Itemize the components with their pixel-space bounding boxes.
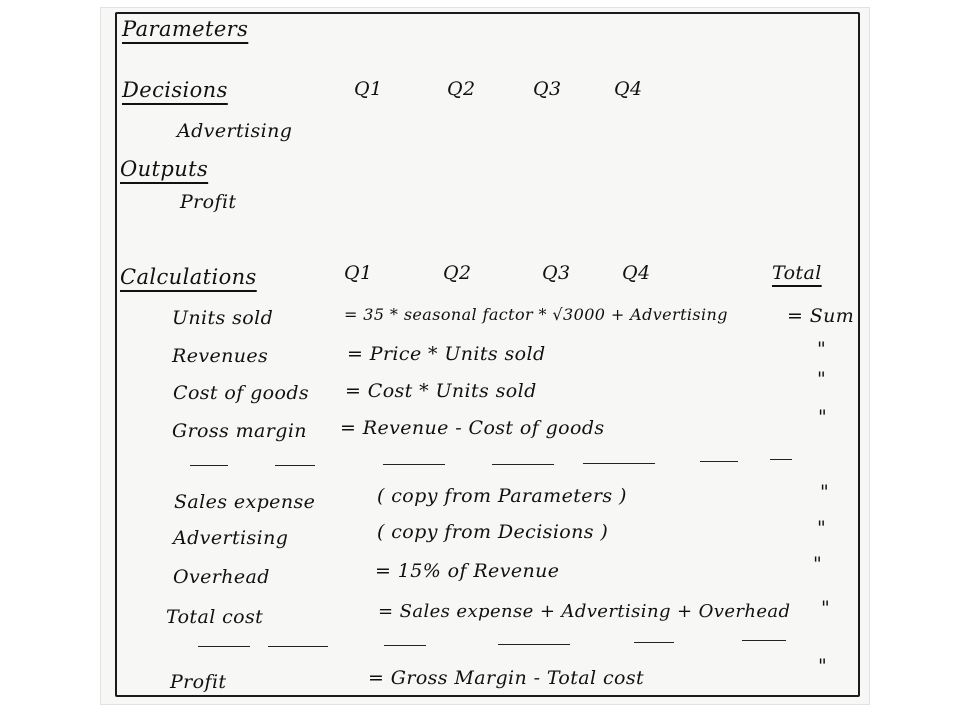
row-formula-overhead: = 15% of Revenue (375, 560, 560, 582)
quarter-header-q2: Q2 (447, 78, 476, 100)
decision-item-advertising: Advertising (177, 120, 293, 142)
separator-dash (384, 645, 426, 646)
separator-dash (492, 464, 554, 465)
row-label-profit: Profit (170, 671, 227, 693)
row-total-gross-margin: " (818, 406, 828, 428)
row-total-total-cost: " (821, 597, 831, 619)
separator-dash (498, 644, 570, 645)
row-formula-revenues: = Price * Units sold (347, 343, 546, 365)
output-item-profit: Profit (180, 191, 237, 213)
separator-dash (634, 642, 674, 643)
heading-decisions: Decisions (122, 78, 228, 102)
row-formula-advertising: ( copy from Decisions ) (377, 521, 609, 543)
separator-dash (268, 646, 328, 647)
row-label-revenues: Revenues (172, 345, 269, 367)
row-formula-cost-of-goods: = Cost * Units sold (345, 380, 537, 402)
row-label-cost-of-goods: Cost of goods (173, 382, 310, 404)
row-total-profit: " (818, 655, 828, 677)
separator-dash (383, 464, 445, 465)
row-total-cost-of-goods: " (817, 368, 827, 390)
heading-outputs: Outputs (120, 157, 209, 181)
separator-dash (583, 463, 655, 464)
row-formula-total-cost: = Sales expense + Advertising + Overhead (378, 601, 791, 622)
row-formula-units-sold: = 35 * seasonal factor * √3000 + Advertising (344, 305, 728, 324)
calc-quarter-header-q3: Q3 (542, 262, 571, 284)
row-formula-sales-expense: ( copy from Parameters ) (377, 485, 627, 507)
heading-parameters: Parameters (122, 17, 249, 41)
calc-quarter-header-q4: Q4 (622, 262, 651, 284)
calc-quarter-header-q1: Q1 (344, 262, 373, 284)
row-label-sales-expense: Sales expense (174, 491, 316, 513)
row-label-overhead: Overhead (173, 566, 270, 588)
separator-dash (275, 465, 315, 466)
row-total-overhead: " (813, 553, 823, 575)
row-formula-gross-margin: = Revenue - Cost of goods (340, 417, 605, 439)
separator-dash (198, 646, 250, 647)
total-header: Total (772, 262, 822, 284)
row-label-units-sold: Units sold (172, 307, 274, 329)
separator-dash (190, 465, 228, 466)
row-label-gross-margin: Gross margin (172, 420, 307, 442)
quarter-header-q4: Q4 (614, 78, 643, 100)
separator-dash (770, 459, 792, 460)
row-formula-profit: = Gross Margin - Total cost (368, 667, 645, 689)
calc-quarter-header-q2: Q2 (443, 262, 472, 284)
heading-calculations: Calculations (120, 265, 257, 289)
separator-dash (742, 640, 786, 641)
row-total-advertising: " (817, 517, 827, 539)
row-total-sales-expense: " (820, 481, 830, 503)
quarter-header-q3: Q3 (533, 78, 562, 100)
row-total-revenues: " (817, 338, 827, 360)
row-label-advertising: Advertising (173, 527, 289, 549)
quarter-header-q1: Q1 (354, 78, 383, 100)
row-label-total-cost: Total cost (166, 606, 264, 628)
separator-dash (700, 461, 738, 462)
row-total-units-sold: = Sum (787, 305, 855, 327)
